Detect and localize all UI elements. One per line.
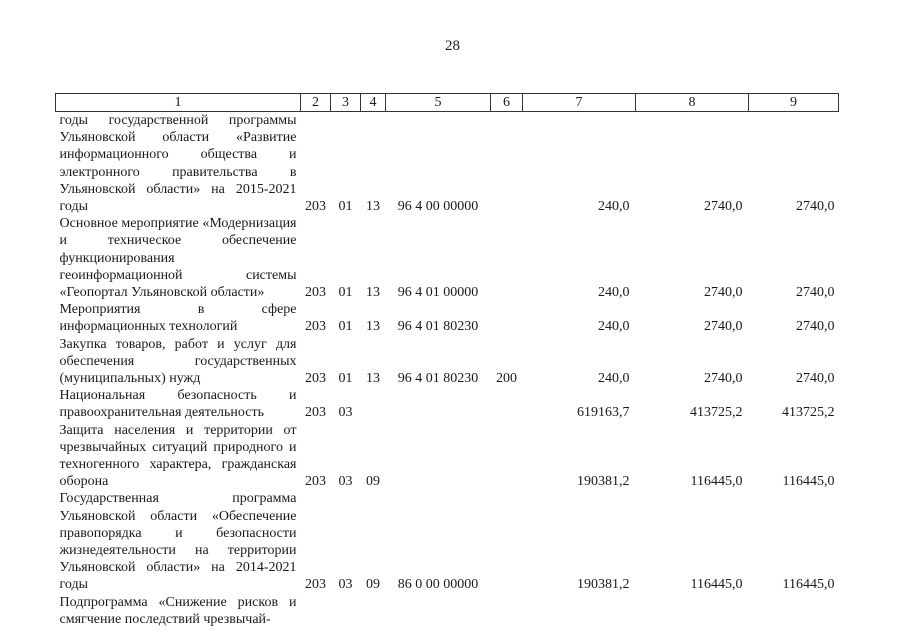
row-amount-2021: 2740,0 bbox=[796, 371, 835, 387]
row-expense-type bbox=[491, 490, 523, 593]
row-amount-2020: 116445,0 bbox=[690, 577, 743, 593]
row-amount-2020: 116445,0 bbox=[690, 474, 743, 490]
row-ministry: 203 bbox=[305, 474, 326, 490]
row-name: Защита населения и территории от чрезвычайных ситуаций природного и техногенного характера, гражданская оборона bbox=[59, 422, 297, 490]
row-section: 03 bbox=[338, 474, 353, 490]
row-amount-2019 bbox=[523, 594, 636, 628]
table-row bbox=[56, 301, 839, 335]
row-subsection bbox=[361, 387, 386, 421]
row-section: 03 bbox=[338, 405, 353, 421]
row-section: 01 bbox=[338, 319, 353, 335]
row-name: Закупка товаров, работ и услуг для обеспечения государственных (муниципальных) нужд bbox=[59, 336, 297, 387]
row-ministry bbox=[301, 594, 331, 628]
row-amount-2019: 190381,2 bbox=[577, 577, 630, 593]
row-target-article bbox=[386, 387, 491, 421]
row-section: 03 bbox=[338, 577, 353, 593]
row-expense-type bbox=[491, 387, 523, 421]
row-target-article: 96 4 01 80230 bbox=[397, 371, 479, 387]
table-row bbox=[56, 594, 839, 628]
row-amount-2020: 2740,0 bbox=[704, 285, 743, 301]
row-section: 01 bbox=[338, 285, 353, 301]
row-amount-2020 bbox=[636, 594, 749, 628]
row-ministry: 203 bbox=[305, 405, 326, 421]
row-subsection: 13 bbox=[366, 319, 380, 335]
row-section: 01 bbox=[338, 199, 353, 215]
table-row bbox=[56, 215, 839, 301]
column-header-4: 4 bbox=[361, 94, 386, 112]
table-row bbox=[56, 336, 839, 388]
row-amount-2021 bbox=[749, 594, 839, 628]
row-expense-type: 200 bbox=[496, 371, 517, 387]
column-header-3: 3 bbox=[331, 94, 361, 112]
column-header-7: 7 bbox=[523, 94, 636, 112]
column-header-6: 6 bbox=[491, 94, 523, 112]
row-name: Подпрограмма «Снижение рисков и смягчение последствий чрезвычай- bbox=[59, 594, 297, 627]
row-amount-2021: 116445,0 bbox=[782, 577, 835, 593]
column-header-5: 5 bbox=[386, 94, 491, 112]
row-expense-type bbox=[491, 215, 523, 301]
table-row bbox=[56, 490, 839, 593]
page-number: 28 bbox=[445, 38, 460, 54]
row-target-article: 96 4 01 80230 bbox=[397, 319, 479, 335]
row-subsection: 09 bbox=[366, 474, 380, 490]
column-header-9: 9 bbox=[749, 94, 839, 112]
row-ministry: 203 bbox=[305, 319, 326, 335]
row-ministry: 203 bbox=[305, 371, 326, 387]
table-row bbox=[56, 387, 839, 421]
row-amount-2019: 240,0 bbox=[598, 371, 630, 387]
table-row bbox=[56, 112, 839, 216]
table-row bbox=[56, 422, 839, 491]
row-target-article: 96 4 00 00000 bbox=[397, 199, 479, 215]
row-section bbox=[331, 594, 361, 628]
row-name: Мероприятия в сфере информационных технологий bbox=[59, 302, 297, 335]
row-name: Государственная программа Ульяновской области «Обеспечение правопорядка и безопасности жизнедеятельности на территории Ульяновской области» на 2014-2021 годы bbox=[59, 491, 297, 593]
row-expense-type bbox=[491, 112, 523, 216]
row-subsection: 13 bbox=[366, 199, 380, 215]
column-header-1: 1 bbox=[56, 94, 301, 112]
row-expense-type bbox=[491, 422, 523, 491]
row-amount-2020: 2740,0 bbox=[704, 199, 743, 215]
row-amount-2019: 240,0 bbox=[598, 285, 630, 301]
row-amount-2021: 413725,2 bbox=[782, 405, 835, 421]
row-amount-2021: 116445,0 bbox=[782, 474, 835, 490]
row-amount-2021: 2740,0 bbox=[796, 199, 835, 215]
row-amount-2020: 413725,2 bbox=[690, 405, 743, 421]
budget-table bbox=[55, 93, 839, 628]
row-subsection: 09 bbox=[366, 577, 380, 593]
row-ministry: 203 bbox=[305, 199, 326, 215]
row-target-article: 96 4 01 00000 bbox=[397, 285, 479, 301]
row-name: Основное мероприятие «Модернизация и техническое обеспечение функционирования геоинформационной системы «Геопортал Ульяновской области» bbox=[59, 216, 297, 301]
row-ministry: 203 bbox=[305, 285, 326, 301]
row-subsection: 13 bbox=[366, 371, 380, 387]
row-target-article bbox=[386, 594, 491, 628]
row-subsection bbox=[361, 594, 386, 628]
row-amount-2019: 240,0 bbox=[598, 199, 630, 215]
row-ministry: 203 bbox=[305, 577, 326, 593]
row-name: годы государственной программы Ульяновской области «Развитие информационного общества и электронного правительства в Ульяновской области» на 2015-2021 годы bbox=[59, 113, 297, 215]
row-amount-2019: 619163,7 bbox=[577, 405, 630, 421]
row-expense-type bbox=[491, 301, 523, 335]
row-amount-2020: 2740,0 bbox=[704, 319, 743, 335]
column-header-2: 2 bbox=[301, 94, 331, 112]
row-target-article bbox=[386, 422, 491, 491]
column-number-row bbox=[56, 94, 839, 112]
row-section: 01 bbox=[338, 371, 353, 387]
row-name: Национальная безопасность и правоохранительная деятельность bbox=[59, 388, 297, 421]
row-target-article: 86 0 00 00000 bbox=[397, 577, 479, 593]
row-subsection: 13 bbox=[366, 285, 380, 301]
row-amount-2020: 2740,0 bbox=[704, 371, 743, 387]
column-header-8: 8 bbox=[636, 94, 749, 112]
row-amount-2019: 240,0 bbox=[598, 319, 630, 335]
row-expense-type bbox=[491, 594, 523, 628]
row-amount-2021: 2740,0 bbox=[796, 285, 835, 301]
row-amount-2021: 2740,0 bbox=[796, 319, 835, 335]
row-amount-2019: 190381,2 bbox=[577, 474, 630, 490]
